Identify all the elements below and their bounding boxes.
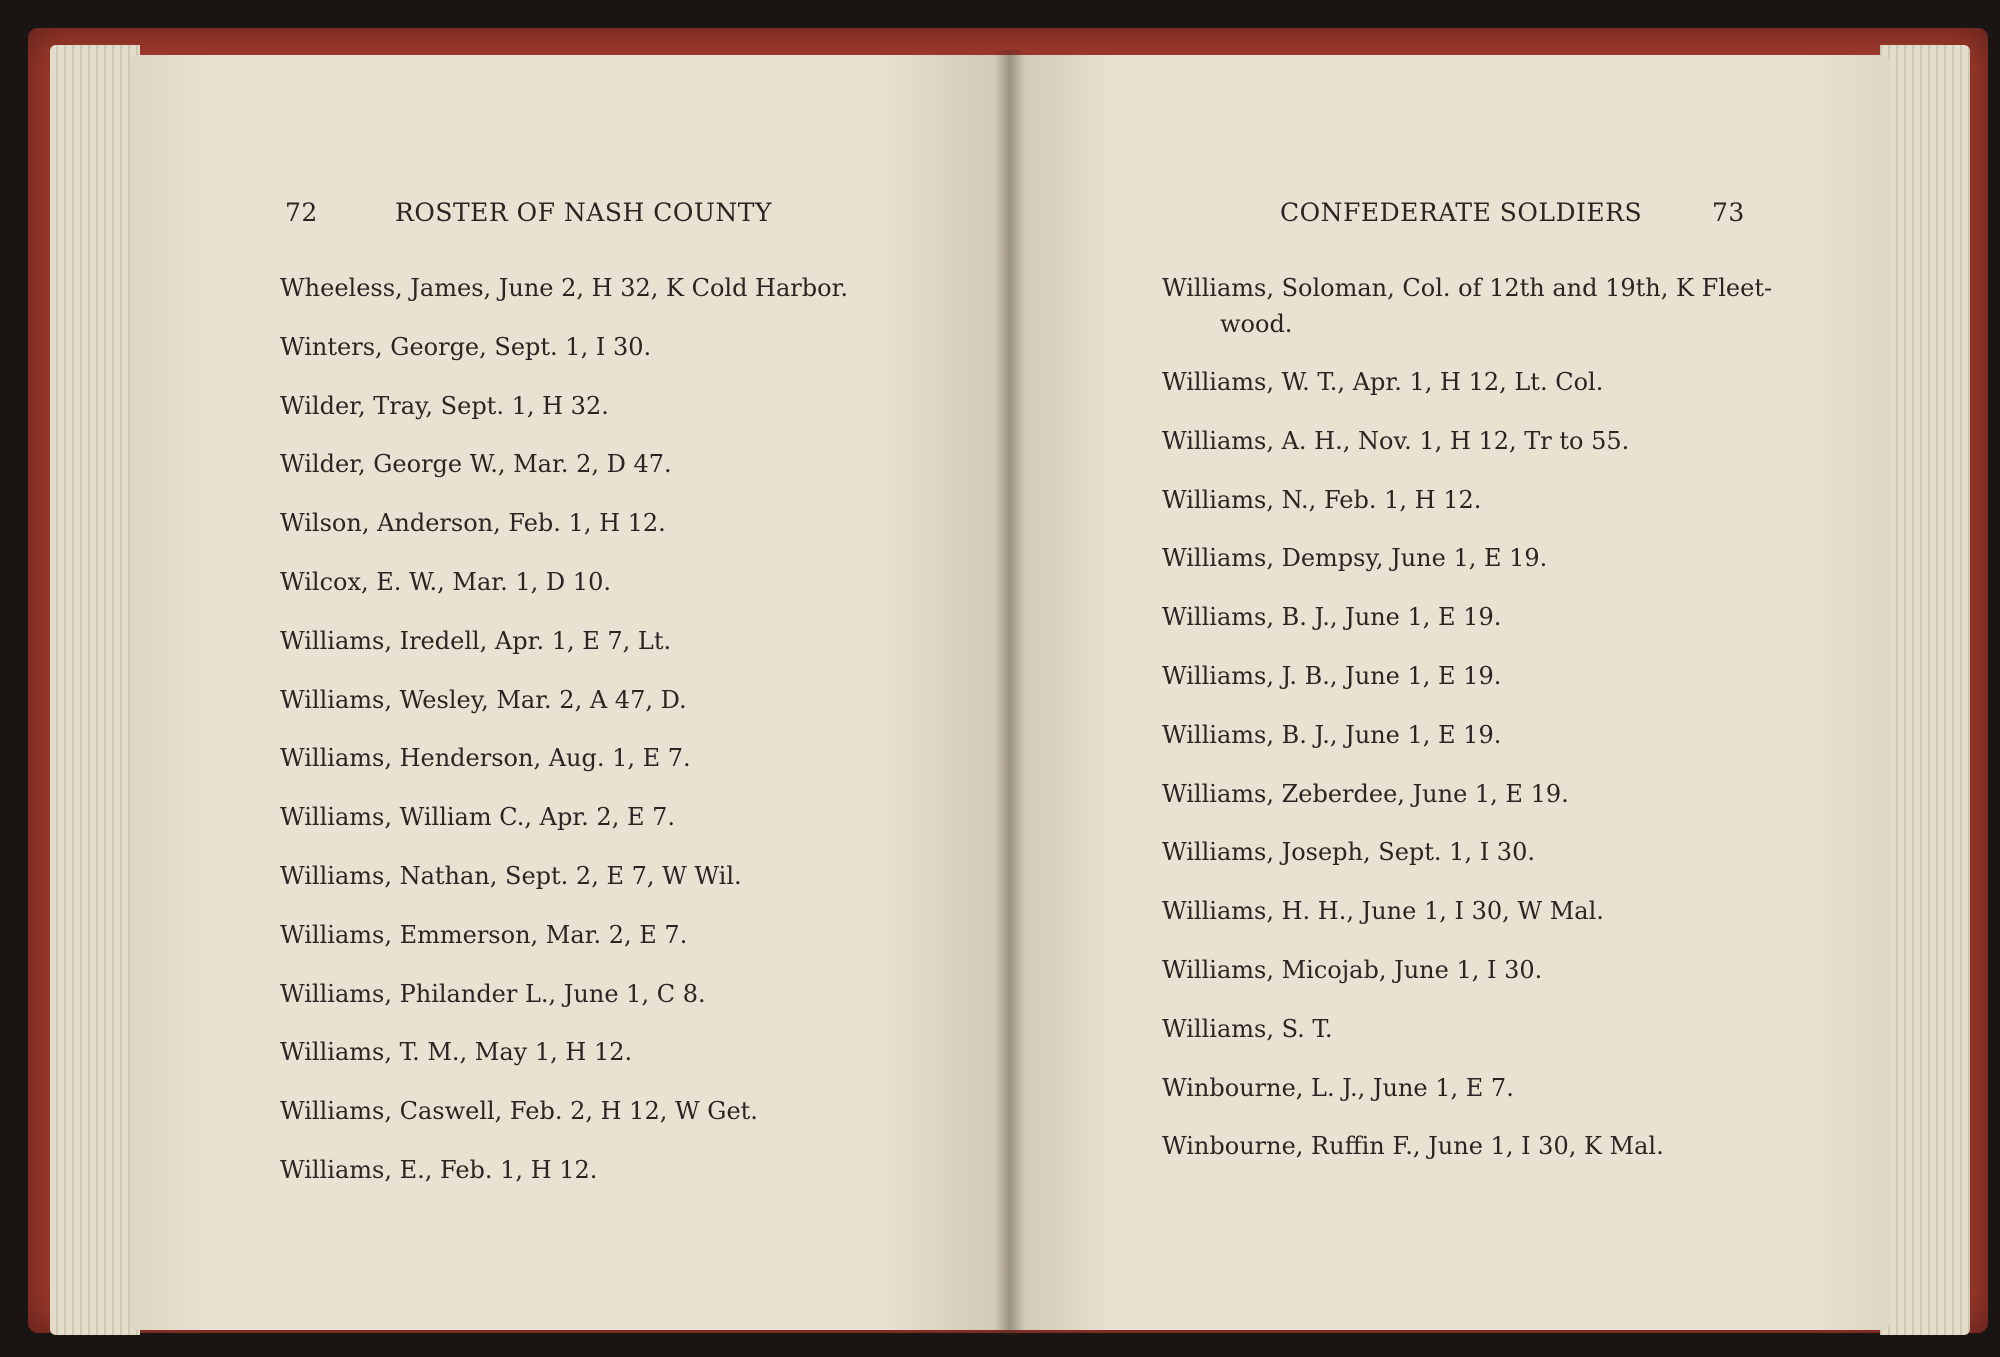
roster-entry: Williams, B. J., June 1, E 19. [1162,603,1502,632]
roster-entry: Williams, Micojab, June 1, I 30. [1162,955,1543,984]
roster-entry: Williams, Iredell, Apr. 1, E 7, Lt. [280,626,672,655]
page-edges-left [50,45,140,1335]
roster-entry: Wilcox, E. W., Mar. 1, D 10. [280,567,611,596]
right-page-number: 73 [1712,198,1745,227]
roster-entry: Winters, George, Sept. 1, I 30. [280,332,652,361]
right-roster-list [1162,270,1862,1187]
left-roster-list [280,270,980,1211]
roster-entry: Williams, Joseph, Sept. 1, I 30. [1162,838,1535,867]
roster-entry: Wilder, Tray, Sept. 1, H 32. [280,391,609,420]
roster-entry: Williams, W. T., Apr. 1, H 12, Lt. Col. [1162,368,1604,396]
roster-entry: Winbourne, L. J., June 1, E 7. [1162,1073,1514,1102]
left-page-number: 72 [285,198,318,227]
book-gutter [995,50,1025,1335]
roster-entry: Wilson, Anderson, Feb. 1, H 12. [280,509,666,538]
roster-entry-line1: Williams, Soloman, Col. of 12th and 19th, K Fleet- [1162,274,1773,302]
roster-entry: Williams, William C., Apr. 2, E 7. [280,803,675,832]
roster-entry: Williams, S. T. [1162,1014,1333,1043]
roster-entry: Williams, Emmerson, Mar. 2, E 7. [280,920,688,949]
right-running-head: CONFEDERATE SOLDIERS [1280,198,1643,227]
page-edges-right [1880,45,1970,1335]
roster-entry-continuation: wood. [1220,310,1293,338]
roster-entry: Williams, A. H., Nov. 1, H 12, Tr to 55. [1162,426,1630,455]
roster-entry: Williams, J. B., June 1, E 19. [1162,661,1502,690]
roster-entry: Williams, E., Feb. 1, H 12. [280,1155,598,1184]
roster-entry: Williams, Philander L., June 1, C 8. [280,979,706,1008]
roster-entry: Wilder, George W., Mar. 2, D 47. [280,450,672,479]
roster-entry: Williams, Wesley, Mar. 2, A 47, D. [280,685,687,714]
roster-entry: Williams, T. M., May 1, H 12. [280,1038,633,1067]
roster-entry: Williams, Zeberdee, June 1, E 19. [1162,779,1569,808]
roster-entry: Williams, Nathan, Sept. 2, E 7, W Wil. [280,861,742,890]
roster-entry: Winbourne, Ruffin F., June 1, I 30, K Mal. [1162,1132,1664,1161]
left-running-head: ROSTER OF NASH COUNTY [395,198,772,227]
roster-entry: Williams, B. J., June 1, E 19. [1162,720,1502,749]
roster-entry [1162,270,1862,342]
roster-entry: Williams, H. H., June 1, I 30, W Mal. [1162,897,1604,926]
roster-entry: Williams, N., Feb. 1, H 12. [1162,485,1482,514]
roster-entry: Williams, Caswell, Feb. 2, H 12, W Get. [280,1097,758,1126]
roster-entry: Williams, Henderson, Aug. 1, E 7. [280,744,691,773]
roster-entry: Wheeless, James, June 2, H 32, K Cold Harbor. [280,274,849,302]
roster-entry: Williams, Dempsy, June 1, E 19. [1162,544,1548,573]
